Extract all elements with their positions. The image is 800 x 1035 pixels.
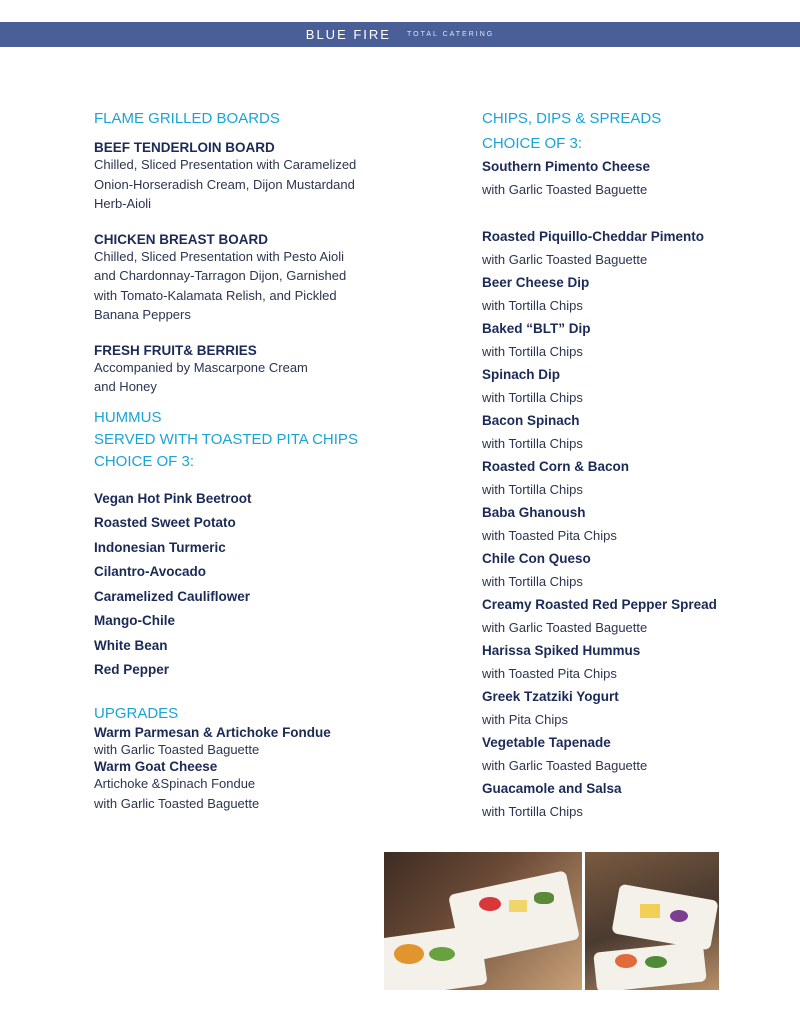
dip-name: Roasted Corn & Bacon [482, 459, 630, 474]
dip-name: Roasted Piquillo-Cheddar Pimento [482, 229, 705, 244]
hummus-item: Roasted Sweet Potato [94, 515, 236, 530]
item-fruit-desc-1: Accompanied by Mascarpone Cream [94, 359, 308, 375]
upgrade-2-name: Warm Goat Cheese [94, 759, 218, 774]
dip-desc: with Garlic Toasted Baguette [482, 758, 648, 773]
food-photos [384, 852, 719, 990]
dip-name: Bacon Spinach [482, 413, 580, 428]
item-chicken-name: CHICKEN BREAST BOARD [94, 231, 269, 247]
dip-name: Chile Con Queso [482, 551, 591, 566]
item-beef-desc-2: Onion-Horseradish Cream, Dijon Mustardand [94, 176, 355, 192]
item-chicken-desc-2: and Chardonnay-Tarragon Dijon, Garnished [94, 268, 347, 283]
section-title-chips: CHIPS, DIPS & SPREADS [482, 110, 662, 127]
dip-name: Spinach Dip [482, 367, 561, 382]
header-bar [0, 22, 800, 47]
upgrade-1-desc: with Garlic Toasted Baguette [94, 741, 260, 757]
dip-name: Southern Pimento Cheese [482, 159, 651, 174]
dip-desc: with Garlic Toasted Baguette [482, 252, 648, 267]
dip-desc: with Tortilla Chips [482, 482, 583, 497]
item-chicken-desc-3: with Tomato-Kalamata Relish, and Pickled [94, 287, 337, 303]
dip-name: Baked “BLT” Dip [482, 321, 591, 336]
section-title-boards: FLAME GRILLED BOARDS [94, 110, 280, 127]
dip-desc: with Tortilla Chips [482, 298, 583, 313]
right-column [482, 108, 772, 823]
dip-name: Creamy Roasted Red Pepper Spread [482, 597, 717, 612]
dip-desc: with Garlic Toasted Baguette [482, 620, 648, 635]
item-beef-desc-1: Chilled, Sliced Presentation with Caramelized [94, 157, 357, 172]
dip-desc: with Toasted Pita Chips [482, 528, 617, 543]
item-beef-name: BEEF TENDERLOIN BOARD [94, 140, 275, 155]
dip-desc: with Tortilla Chips [482, 574, 583, 589]
dip-desc: with Tortilla Chips [482, 436, 583, 451]
hummus-item: Mango-Chile [94, 613, 175, 628]
item-fruit-desc-2: and Honey [94, 379, 157, 394]
item-chicken-desc-4: Banana Peppers [94, 307, 191, 322]
dip-desc: with Tortilla Chips [482, 344, 583, 359]
dip-desc: with Toasted Pita Chips [482, 666, 617, 681]
left-column [94, 108, 394, 813]
item-fruit-name: FRESH FRUIT& BERRIES [94, 342, 257, 358]
food-photo-display [585, 852, 719, 990]
dip-name: Greek Tzatziki Yogurt [482, 689, 619, 704]
dip-name: Beer Cheese Dip [482, 275, 590, 290]
hummus-item: Vegan Hot Pink Beetroot [94, 490, 252, 506]
section-choice-hummus: CHOICE OF 3: [94, 452, 195, 470]
section-title-hummus: HUMMUS [94, 408, 162, 426]
section-title-upgrades: UPGRADES [94, 704, 179, 722]
dip-name: Harissa Spiked Hummus [482, 643, 641, 658]
hummus-item: Indonesian Turmeric [94, 539, 226, 555]
dip-desc: with Pita Chips [482, 712, 568, 727]
hummus-item: Cilantro-Avocado [94, 564, 207, 579]
upgrade-2-desc-1: Artichoke &Spinach Fondue [94, 776, 256, 791]
food-photo-platter [384, 852, 582, 990]
hummus-item: Red Pepper [94, 662, 170, 677]
dip-desc: with Garlic Toasted Baguette [482, 182, 648, 197]
brand-tagline: TOTAL CATERING [406, 31, 495, 38]
hummus-item: White Bean [94, 637, 168, 653]
hummus-item: Caramelized Cauliflower [94, 588, 251, 604]
dip-name: Baba Ghanoush [482, 505, 586, 520]
section-choice-chips: CHOICE OF 3: [482, 135, 583, 152]
dip-name: Vegetable Tapenade [482, 735, 611, 750]
upgrade-2-desc-2: with Garlic Toasted Baguette [94, 795, 260, 811]
item-chicken-desc-1: Chilled, Sliced Presentation with Pesto Aioli [94, 248, 345, 264]
upgrade-1-name: Warm Parmesan & Artichoke Fondue [94, 724, 331, 740]
dip-name: Guacamole and Salsa [482, 781, 622, 796]
dip-desc: with Tortilla Chips [482, 804, 583, 819]
dip-desc: with Tortilla Chips [482, 390, 583, 405]
section-subtitle-hummus: SERVED WITH TOASTED PITA CHIPS [94, 430, 358, 448]
item-beef-desc-3: Herb-Aioli [94, 196, 152, 211]
brand-name: BLUE FIRE [305, 27, 391, 42]
